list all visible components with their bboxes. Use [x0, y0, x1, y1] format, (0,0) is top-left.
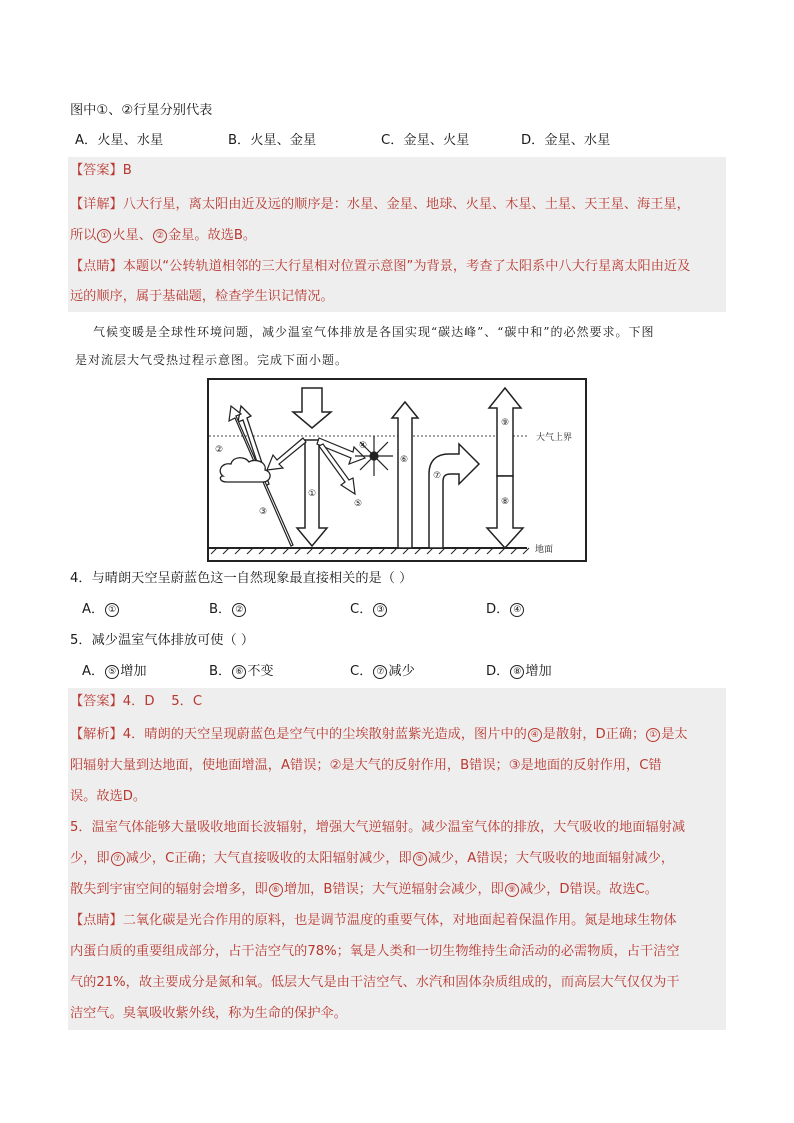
- q3-comment-line2: 远的顺序，属于基础题，检查学生识记情况。: [70, 289, 334, 304]
- analysis-4-line3: 误。故选D。: [70, 789, 147, 804]
- q3-comment-line1: [70, 257, 690, 277]
- detail-text: 金星: [167, 228, 195, 243]
- label-num-5: ⑤: [354, 499, 363, 509]
- answer-label: 【答案】: [70, 163, 123, 178]
- circled-number: ④: [510, 603, 524, 617]
- atmosphere-heating-diagram: [207, 378, 587, 562]
- circled-number: ①: [97, 229, 111, 243]
- detail-label: 【详解】: [70, 197, 123, 212]
- circled-number: ⑥: [269, 883, 283, 897]
- label-num-6: ⑥: [400, 455, 409, 465]
- label-num-8: ⑧: [501, 497, 510, 507]
- q4-stem: 4．与晴朗天空呈蔚蓝色这一自然现象最直接相关的是（ ）: [70, 571, 413, 586]
- detail-text: 八大行星，离太阳由近及远的顺序是：水星、金星、地球、火星、木星、土星、天王星、海王星，: [122, 197, 690, 212]
- q4-option-b: B． ②: [209, 600, 247, 620]
- label-num-2: ②: [215, 445, 224, 455]
- comment-label: 【点睛】: [70, 913, 123, 928]
- q4-option-c: C． ③: [350, 600, 388, 620]
- label-num-3: ③: [259, 507, 268, 517]
- answer-label: 【答案】: [70, 694, 123, 709]
- label-num-7: ⑦: [433, 471, 442, 481]
- circled-number: ⑤: [413, 852, 427, 866]
- q3-option-a: A．火星、水星: [75, 133, 164, 148]
- label-num-9: ⑨: [501, 418, 510, 428]
- q5-option-c: C． ⑦ 减少: [350, 664, 415, 679]
- circled-number: ②: [153, 229, 167, 243]
- q3-detail-line1: [70, 195, 690, 215]
- answer-value: 4．D 5．C: [122, 694, 203, 709]
- detail-text: 所以: [70, 228, 97, 243]
- circled-number: ⑨: [505, 883, 519, 897]
- circled-number: ⑦: [111, 852, 125, 866]
- q3-option-d: D．金星、水星: [521, 133, 611, 148]
- comment-line3: 气的21%，故主要成分是氮和氧。低层大气是由干洁空气、水汽和固体杂质组成的，而高层大气仅仅为干: [70, 975, 680, 990]
- label-num-4: ④: [359, 441, 368, 451]
- q3-stem: 图中①、②行星分别代表: [70, 103, 213, 118]
- intro-line2: 是对流层大气受热过程示意图。完成下面小题。: [75, 353, 349, 367]
- circled-number: ①: [646, 728, 660, 742]
- label-ground: 地面: [535, 545, 554, 555]
- circled-number: ⑥: [232, 665, 246, 679]
- circled-number: ③: [373, 603, 387, 617]
- answer-value: B: [122, 163, 132, 178]
- q5-option-d: D． ⑧ 增加: [486, 664, 552, 679]
- circled-number: ⑤: [105, 665, 119, 679]
- q5-option-b: B． ⑥ 不变: [209, 664, 274, 679]
- label-num-1: ①: [308, 489, 317, 499]
- q3-option-c: C．金星、火星: [381, 133, 470, 148]
- comment-text: 本题以“公转轨道相邻的三大行星相对位置示意图”为背景，考查了太阳系中八大行星离太阳由近及: [122, 259, 691, 274]
- analysis-5-line2: 少，即 ⑦ 减少，C正确；大气直接吸收的太阳辐射减少，即 ⑤ 减少，A错误；大气吸收的地面辐射减少，: [70, 851, 675, 866]
- analysis-4-line2: 阳辐射大量到达地面，使地面增温，A错误；②是大气的反射作用，B错误；③是地面的反射作用，C错: [70, 758, 662, 773]
- answers-line: [70, 692, 202, 712]
- comment-line4: 洁空气。臭氧吸收紫外线，称为生命的保护伞。: [70, 1006, 347, 1021]
- analysis-label: 【解析】: [70, 727, 123, 742]
- q3-detail-line2: [70, 226, 256, 246]
- q5-stem: 5．减少温室气体排放可使（ ）: [70, 633, 255, 648]
- q4-option-a: A． ①: [82, 600, 120, 620]
- circled-number: ⑦: [373, 665, 387, 679]
- q3-option-b: B．火星、金星: [228, 133, 317, 148]
- comment-label: 【点睛】: [70, 259, 123, 274]
- circled-number: ⑧: [510, 665, 524, 679]
- q4-option-d: D． ④: [486, 600, 525, 620]
- detail-text: 。故选B。: [194, 228, 257, 243]
- label-upper-atmosphere: 大气上界: [536, 433, 573, 443]
- comment-line2: 内蛋白质的重要组成部分，占干洁空气的78%；氧是人类和一切生物维持生命活动的必需物质，占干洁空: [70, 944, 680, 959]
- circled-number: ④: [528, 728, 542, 742]
- circled-number: ②: [232, 603, 246, 617]
- analysis-4-line1: 【解析】4．晴朗的天空呈现蔚蓝色是空气中的尘埃散射蓝紫光造成，图片中的 ④ 是散射，D正确； ① 是太: [70, 727, 688, 742]
- detail-text: 火星、: [112, 228, 152, 243]
- comment-line1: 【点睛】二氧化碳是光合作用的原料，也是调节温度的重要气体，对地面起着保温作用。氮是地球生物体: [70, 913, 677, 928]
- q3-answer: [70, 161, 132, 181]
- analysis-5-line1: 5．温室气体能够大量吸收地面长波辐射，增强大气逆辐射。减少温室气体的排放，大气吸收的地面辐射减: [70, 820, 686, 835]
- intro-line1: 气候变暖是全球性环境问题，减少温室气体排放是各国实现“碳达峰”、“碳中和”的必然要求。下图: [93, 325, 655, 339]
- q5-option-a: A． ⑤ 增加: [82, 664, 147, 679]
- analysis-5-line3: 散失到宇宙空间的辐射会增多，即 ⑥ 增加，B错误；大气逆辐射会减少，即 ⑨ 减少，D错误。故选C。: [70, 882, 658, 897]
- circled-number: ①: [105, 603, 119, 617]
